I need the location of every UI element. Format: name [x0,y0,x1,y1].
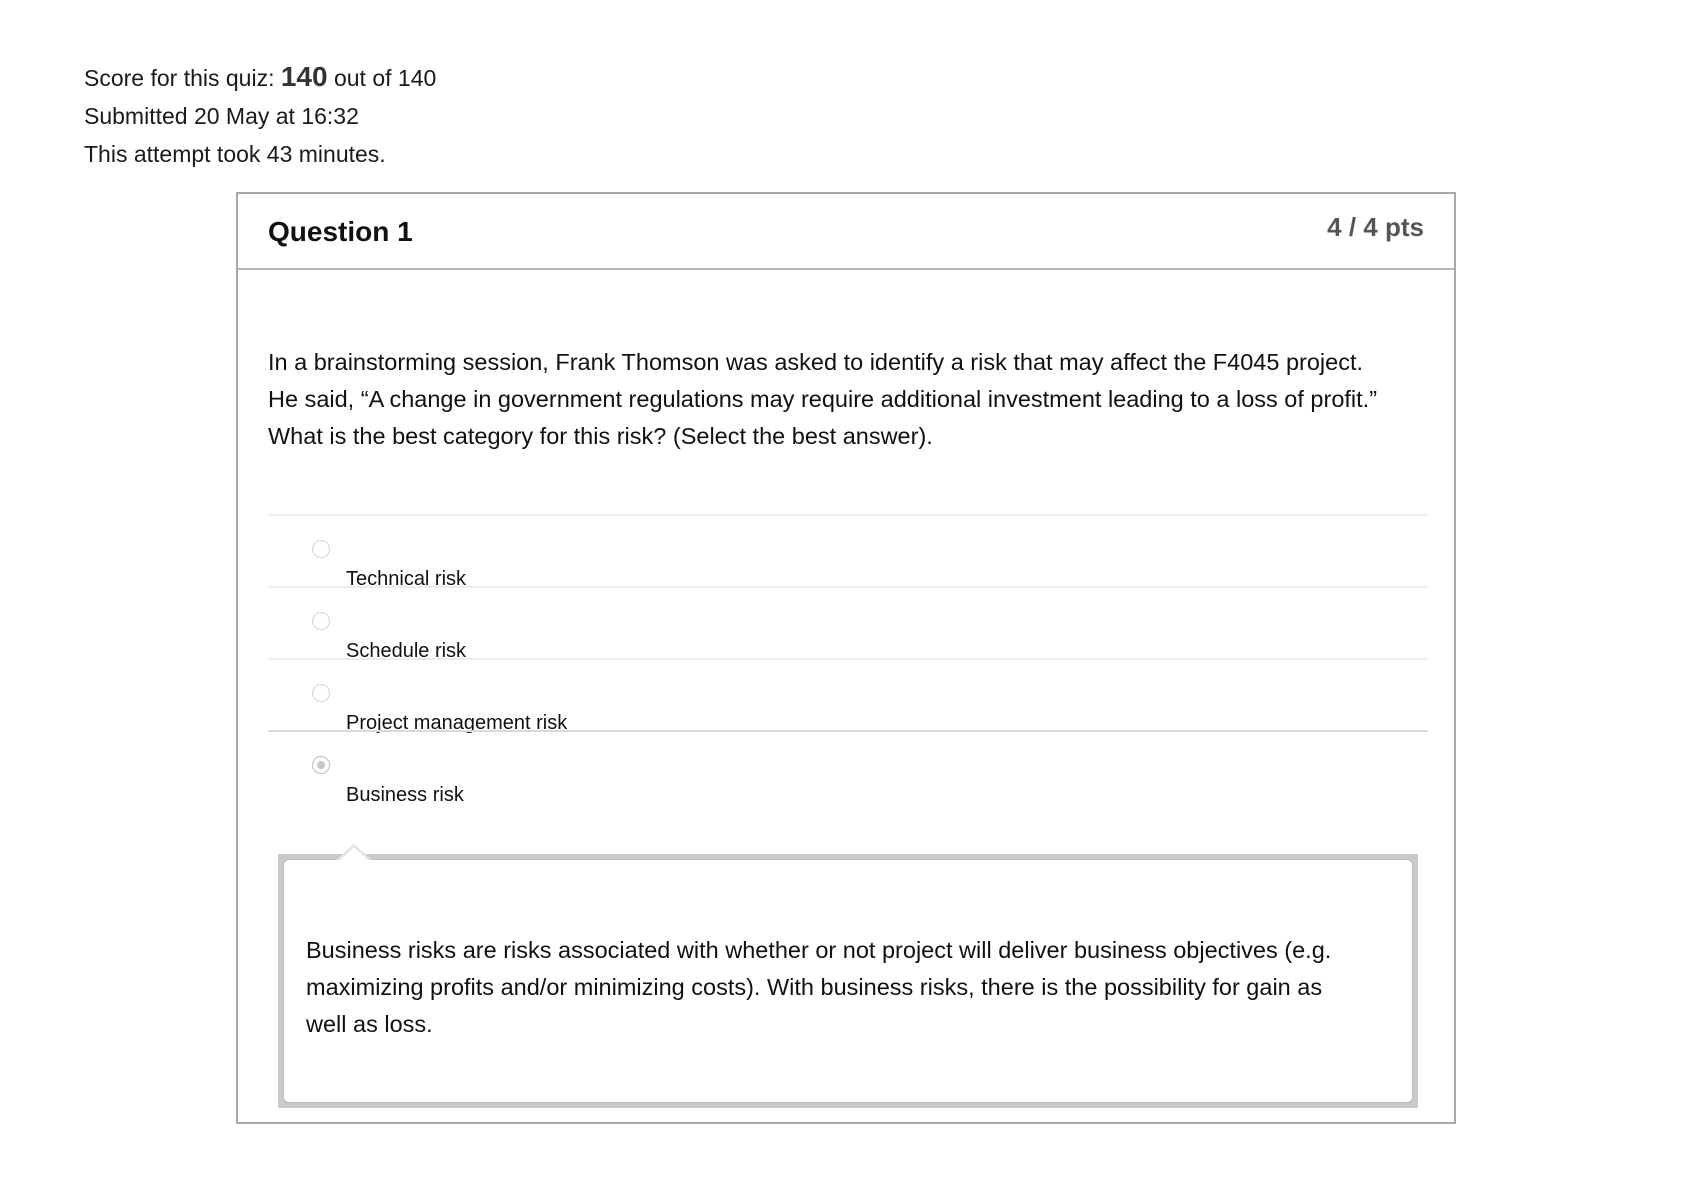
question-text [268,344,1438,455]
question-header [238,194,1454,270]
question-text-line: In a brainstorming session, Frank Thomson was asked to identify a risk that may affect the F4045 project. [268,349,1364,375]
radio-selected-icon[interactable] [312,756,330,774]
answer-feedback [278,854,1418,1108]
feedback-text-line: Business risks are risks associated with whether or not project will deliver business objectives (e.g. [306,937,1332,963]
answer-list [268,514,1428,806]
question-text-line: He said, “A change in government regulations may require additional investment leading to a loss of profit.” [268,386,1378,412]
radio-unselected-icon[interactable] [312,612,330,630]
feedback-text-line: well as loss. [306,1011,433,1037]
feedback-text [306,932,1386,1043]
radio-unselected-icon[interactable] [312,684,330,702]
question-card [236,192,1456,1124]
feedback-pointer [336,844,372,860]
score-value: 140 [280,61,328,92]
quiz-summary [84,58,436,173]
score-prefix: Score for this quiz: [84,65,281,91]
submitted-time: Submitted 20 May at 16:32 [84,103,359,129]
feedback-box [283,859,1413,1103]
radio-unselected-icon[interactable] [312,540,330,558]
answer-label: Technical risk [346,568,467,590]
answer-option-schedule-risk[interactable] [268,586,1428,662]
score-line [84,58,436,97]
answer-option-business-risk[interactable] [268,730,1428,806]
answer-label: Schedule risk [346,640,467,662]
attempt-duration: This attempt took 43 minutes. [84,141,386,167]
score-suffix: out of 140 [327,65,437,91]
answer-option-technical-risk[interactable] [268,514,1428,590]
answer-option-project-management-risk[interactable] [268,658,1428,734]
question-points: 4 / 4 pts [1327,212,1424,242]
feedback-text-line: maximizing profits and/or minimizing costs). With business risks, there is the possibility for gain as [306,974,1323,1000]
answer-label: Business risk [346,784,464,806]
question-title: Question 1 [268,216,413,247]
question-text-line: What is the best category for this risk? (Select the best answer). [268,423,933,449]
answer-label: Project management risk [346,712,568,734]
